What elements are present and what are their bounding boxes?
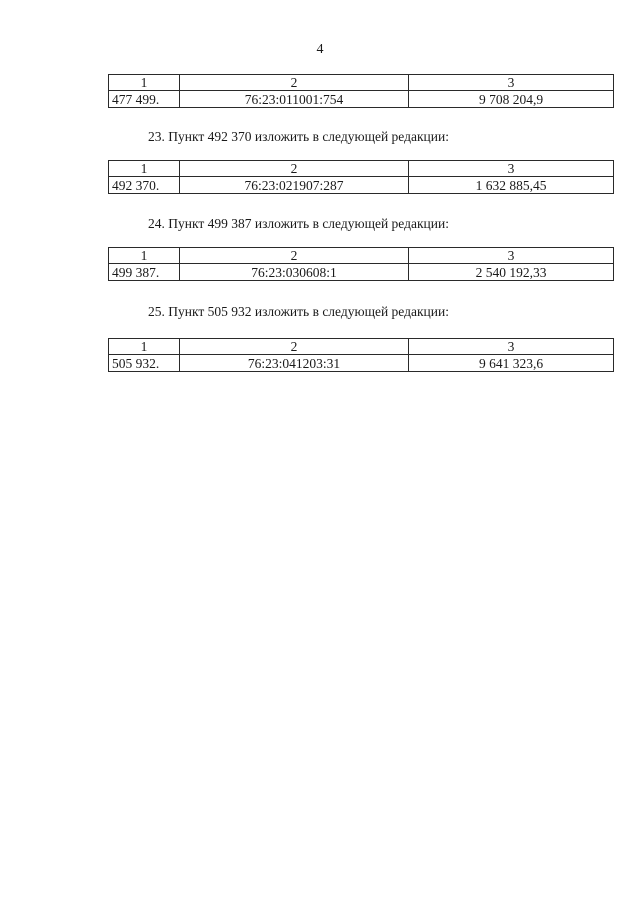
table-row xyxy=(109,177,614,194)
amendment-paragraph: 24. Пункт 499 387 изложить в следующей редакции: xyxy=(148,216,449,231)
amendment-table xyxy=(108,74,614,108)
column-header: 3 xyxy=(409,161,614,177)
amendment-table xyxy=(108,247,614,281)
table-header-row xyxy=(109,161,614,177)
item-number-cell: 477 499. xyxy=(109,91,180,108)
value-cell: 2 540 192,33 xyxy=(409,264,614,281)
value-cell: 9 641 323,6 xyxy=(409,355,614,372)
column-header: 1 xyxy=(109,339,180,355)
cadastral-number-cell: 76:23:011001:754 xyxy=(180,91,409,108)
cadastral-number-cell: 76:23:041203:31 xyxy=(180,355,409,372)
column-header: 3 xyxy=(409,339,614,355)
column-header: 3 xyxy=(409,75,614,91)
column-header: 3 xyxy=(409,248,614,264)
table-row xyxy=(109,355,614,372)
page-number: 4 xyxy=(316,42,324,57)
table-row xyxy=(109,264,614,281)
cadastral-number-cell: 76:23:030608:1 xyxy=(180,264,409,281)
item-number-cell: 505 932. xyxy=(109,355,180,372)
amendment-paragraph: 23. Пункт 492 370 изложить в следующей редакции: xyxy=(148,129,449,144)
table-header-row xyxy=(109,339,614,355)
column-header: 1 xyxy=(109,248,180,264)
amendment-table xyxy=(108,160,614,194)
value-cell: 1 632 885,45 xyxy=(409,177,614,194)
column-header: 1 xyxy=(109,75,180,91)
value-cell: 9 708 204,9 xyxy=(409,91,614,108)
table-row xyxy=(109,91,614,108)
column-header: 2 xyxy=(180,339,409,355)
column-header: 2 xyxy=(180,248,409,264)
table-header-row xyxy=(109,248,614,264)
amendment-paragraph: 25. Пункт 505 932 изложить в следующей редакции: xyxy=(148,304,449,319)
item-number-cell: 499 387. xyxy=(109,264,180,281)
column-header: 2 xyxy=(180,75,409,91)
cadastral-number-cell: 76:23:021907:287 xyxy=(180,177,409,194)
table-header-row xyxy=(109,75,614,91)
item-number-cell: 492 370. xyxy=(109,177,180,194)
column-header: 2 xyxy=(180,161,409,177)
amendment-table xyxy=(108,338,614,372)
column-header: 1 xyxy=(109,161,180,177)
